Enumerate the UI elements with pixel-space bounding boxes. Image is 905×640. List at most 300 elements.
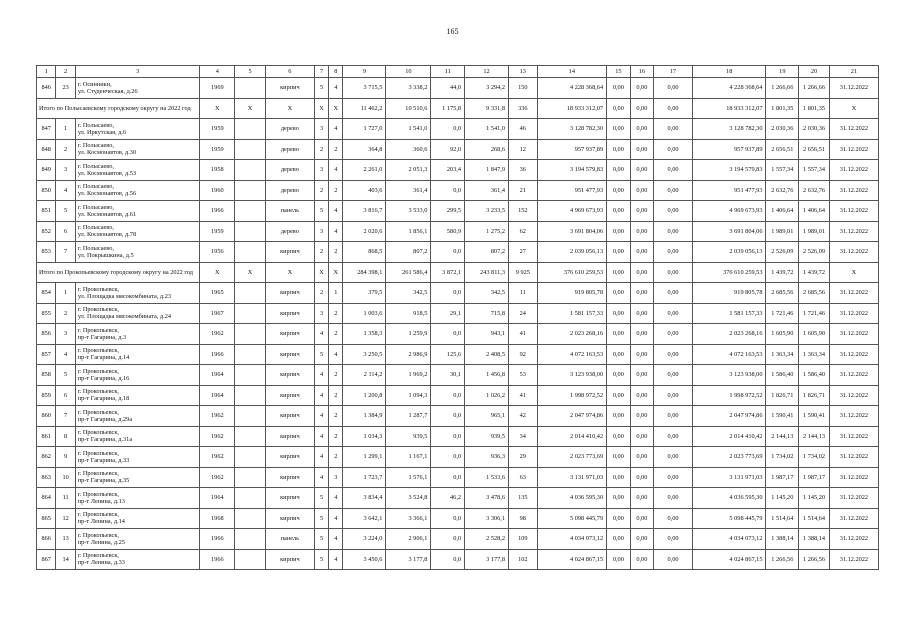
table-cell: 2 528,2	[465, 529, 509, 550]
column-number-cell: 2	[56, 66, 75, 78]
material-cell: кирпич	[265, 426, 314, 447]
table-cell: 3 131 971,03	[692, 467, 766, 488]
sub-number-cell: 6	[56, 221, 75, 242]
table-row	[37, 365, 879, 386]
table-cell: 0,0	[431, 549, 465, 570]
table-cell: 2 144,13	[799, 426, 830, 447]
table-cell: 0,00	[654, 324, 693, 345]
table-cell: 31.12.2022	[829, 303, 878, 324]
table-cell: 34	[509, 426, 538, 447]
table-cell: 4 072 163,53	[692, 344, 766, 365]
table-cell: 2 047 974,86	[537, 406, 606, 427]
table-cell: 0,00	[630, 160, 654, 181]
table-row	[37, 426, 879, 447]
table-cell: 1 721,46	[799, 303, 830, 324]
row-number-cell: 848	[37, 139, 56, 160]
table-cell: 3 128 782,30	[537, 119, 606, 140]
row-number-cell: 846	[37, 78, 56, 99]
row-number-cell: 858	[37, 365, 56, 386]
column-number-cell: 9	[343, 66, 386, 78]
table-cell: 0,00	[654, 98, 693, 119]
table-cell: 36	[509, 160, 538, 181]
address-street: пр-т Гагарина, д.35	[77, 477, 130, 485]
table-cell: 0,00	[607, 365, 631, 386]
table-cell: 30,1	[431, 365, 465, 386]
material-cell: кирпич	[265, 365, 314, 386]
table-cell: 1 266,56	[799, 549, 830, 570]
address-street: пр-т Гагарина, д.18	[77, 395, 130, 403]
table-cell: 0,00	[607, 508, 631, 529]
material-cell: кирпич	[265, 385, 314, 406]
year-cell: 1966	[200, 344, 235, 365]
table-cell: 361,4	[465, 180, 509, 201]
table-cell: 1 557,34	[799, 160, 830, 181]
row-number-cell: 856	[37, 324, 56, 345]
table-cell: 0,00	[630, 426, 654, 447]
address-cell	[75, 508, 200, 529]
table-cell: 1 586,40	[766, 365, 799, 386]
table-cell: 2 030,36	[766, 119, 799, 140]
address-cell	[75, 426, 200, 447]
table-cell	[235, 365, 266, 386]
table-cell: 4 036 595,30	[692, 488, 766, 509]
material-cell: кирпич	[265, 283, 314, 304]
table-cell: 102	[509, 549, 538, 570]
address-cell	[75, 78, 200, 99]
table-cell: 1 406,64	[799, 201, 830, 222]
table-cell	[235, 160, 266, 181]
table-cell: 31.12.2022	[829, 180, 878, 201]
table-cell: 3 128 782,30	[692, 119, 766, 140]
sub-number-cell: 6	[56, 385, 75, 406]
table-cell: 24	[509, 303, 538, 324]
table-cell: 0,00	[607, 385, 631, 406]
table-cell: 31.12.2022	[829, 119, 878, 140]
material-cell: кирпич	[265, 488, 314, 509]
table-cell: 0,00	[654, 447, 693, 468]
table-cell: 0,00	[654, 262, 693, 283]
table-cell: 0,00	[607, 201, 631, 222]
entrances-cell: 2	[329, 365, 343, 386]
address-street: пр-т Ленина, д.25	[77, 538, 125, 546]
table-row	[37, 344, 879, 365]
material-cell: кирпич	[265, 447, 314, 468]
table-cell: 203,4	[431, 160, 465, 181]
address-city: г. Полысаево,	[77, 121, 114, 129]
sub-number-cell: 14	[56, 549, 75, 570]
table-cell: 1 590,41	[766, 406, 799, 427]
table-cell: 1 388,14	[799, 529, 830, 550]
table-cell	[235, 426, 266, 447]
table-cell: 0,00	[630, 242, 654, 263]
table-cell	[235, 344, 266, 365]
table-cell: 1 734,02	[799, 447, 830, 468]
table-cell: 0,00	[607, 180, 631, 201]
table-row	[37, 201, 879, 222]
year-cell: 1962	[200, 324, 235, 345]
table-cell: 2 261,0	[343, 160, 386, 181]
table-body	[37, 66, 879, 570]
address-cell	[75, 180, 200, 201]
column-number-cell: 15	[607, 66, 631, 78]
year-cell: 1965	[200, 283, 235, 304]
table-cell: 0,00	[630, 529, 654, 550]
sub-number-cell: 1	[56, 119, 75, 140]
table-cell: 46	[509, 119, 538, 140]
table-cell: 2 023 773,69	[537, 447, 606, 468]
table-cell: 0,00	[654, 160, 693, 181]
sub-number-cell: 2	[56, 303, 75, 324]
table-cell: X	[200, 262, 235, 283]
table-row	[37, 242, 879, 263]
table-cell: 1 581 157,33	[537, 303, 606, 324]
table-cell: X	[314, 262, 328, 283]
address-city: г. Прокопьевск,	[77, 367, 119, 375]
table-cell: 31.12.2022	[829, 201, 878, 222]
table-cell	[235, 508, 266, 529]
address-street: пр-т Ленина, д.33	[77, 559, 125, 567]
table-cell: 0,0	[431, 508, 465, 529]
table-cell: 2 632,76	[766, 180, 799, 201]
table-cell: 1 723,7	[343, 467, 386, 488]
address-city: г. Прокопьевск,	[77, 285, 119, 293]
table-cell: 21	[509, 180, 538, 201]
table-cell: 0,00	[654, 221, 693, 242]
sub-number-cell: 7	[56, 242, 75, 263]
table-cell: 0,00	[630, 283, 654, 304]
year-cell: 1966	[200, 549, 235, 570]
table-cell: 31.12.2022	[829, 324, 878, 345]
table-cell	[235, 385, 266, 406]
year-cell: 1964	[200, 385, 235, 406]
row-number-cell: 857	[37, 344, 56, 365]
sub-number-cell: 4	[56, 180, 75, 201]
table-cell: 336	[509, 98, 538, 119]
table-cell: 12	[509, 139, 538, 160]
address-city: г. Осинники,	[77, 80, 112, 88]
housing-register-table	[36, 65, 879, 570]
table-cell: 135	[509, 488, 538, 509]
table-cell: 1 266,56	[766, 549, 799, 570]
address-city: г. Прокопьевск,	[77, 347, 119, 355]
table-cell: 0,00	[607, 324, 631, 345]
table-cell: 0,00	[607, 467, 631, 488]
table-row	[37, 221, 879, 242]
material-cell: кирпич	[265, 303, 314, 324]
material-cell: панель	[265, 529, 314, 550]
table-cell: 0,00	[654, 467, 693, 488]
table-cell: 1 826,71	[799, 385, 830, 406]
table-cell: 1 826,71	[766, 385, 799, 406]
year-cell: 1966	[200, 529, 235, 550]
table-cell: 0,00	[654, 508, 693, 529]
sub-number-cell: 1	[56, 283, 75, 304]
table-cell: 0,00	[630, 201, 654, 222]
entrances-cell: 2	[329, 324, 343, 345]
table-cell: 0,0	[431, 180, 465, 201]
table-cell: 0,00	[654, 488, 693, 509]
table-cell: 31.12.2022	[829, 529, 878, 550]
table-cell: X	[200, 98, 235, 119]
table-cell: 18 933 312,07	[692, 98, 766, 119]
table-cell: 2 656,51	[766, 139, 799, 160]
table-cell: X	[265, 262, 314, 283]
table-cell: 0,00	[654, 529, 693, 550]
year-cell: 1959	[200, 119, 235, 140]
table-cell: 44,0	[431, 78, 465, 99]
table-cell: 2 685,56	[766, 283, 799, 304]
address-city: г. Полысаево,	[77, 162, 114, 170]
row-number-cell: 865	[37, 508, 56, 529]
row-number-cell: 862	[37, 447, 56, 468]
table-cell: 2 020,6	[343, 221, 386, 242]
table-cell: 31.12.2022	[829, 344, 878, 365]
material-cell: кирпич	[265, 344, 314, 365]
table-cell: 2 986,9	[386, 344, 431, 365]
table-cell: 0,00	[630, 447, 654, 468]
table-cell: 2 144,13	[766, 426, 799, 447]
address-city: г. Прокопьевск,	[77, 388, 119, 396]
table-cell: 0,0	[431, 406, 465, 427]
table-cell: 5 098 445,79	[692, 508, 766, 529]
table-cell: 1 590,41	[799, 406, 830, 427]
sub-number-cell: 11	[56, 488, 75, 509]
table-cell: 3 524,8	[386, 488, 431, 509]
table-cell: 31.12.2022	[829, 78, 878, 99]
address-city: г. Полысаево,	[77, 142, 114, 150]
material-cell: дерево	[265, 180, 314, 201]
sub-number-cell: 5	[56, 201, 75, 222]
table-cell	[235, 139, 266, 160]
sub-number-cell: 2	[56, 139, 75, 160]
table-cell: 284 398,1	[343, 262, 386, 283]
table-cell: 1 801,35	[799, 98, 830, 119]
table-cell: 29	[509, 447, 538, 468]
column-number-cell: 8	[329, 66, 343, 78]
address-cell	[75, 324, 200, 345]
table-row	[37, 78, 879, 99]
table-cell: X	[829, 98, 878, 119]
table-cell: 342,5	[465, 283, 509, 304]
table-cell: 1 856,1	[386, 221, 431, 242]
table-cell: 3 177,8	[465, 549, 509, 570]
table-cell: 0,00	[630, 385, 654, 406]
table-cell: 0,00	[607, 242, 631, 263]
year-cell: 1962	[200, 467, 235, 488]
material-cell: кирпич	[265, 467, 314, 488]
address-cell	[75, 344, 200, 365]
floors-cell: 5	[314, 201, 328, 222]
table-cell: 1 734,02	[766, 447, 799, 468]
column-number-cell: 19	[766, 66, 799, 78]
table-cell	[235, 549, 266, 570]
row-number-cell: 859	[37, 385, 56, 406]
row-number-cell: 863	[37, 467, 56, 488]
address-cell	[75, 139, 200, 160]
table-cell: 31.12.2022	[829, 242, 878, 263]
table-cell: 4 034 073,12	[692, 529, 766, 550]
table-cell: 4 036 595,30	[537, 488, 606, 509]
floors-cell: 5	[314, 549, 328, 570]
table-cell: 1 145,20	[799, 488, 830, 509]
table-cell: 1 557,34	[766, 160, 799, 181]
floors-cell: 5	[314, 508, 328, 529]
sub-number-cell: 9	[56, 447, 75, 468]
table-cell: 31.12.2022	[829, 385, 878, 406]
entrances-cell: 4	[329, 344, 343, 365]
table-cell: 1 275,2	[465, 221, 509, 242]
subtotal-label: Итого по Полысаевскому городскому округу на 2022 год	[37, 98, 200, 119]
table-cell: 2 014 410,42	[692, 426, 766, 447]
address-cell	[75, 488, 200, 509]
table-cell: 0,00	[607, 139, 631, 160]
table-cell: 0,00	[654, 385, 693, 406]
address-city: г. Прокопьевск,	[77, 408, 119, 416]
address-city: г. Прокопьевск,	[77, 449, 119, 457]
table-cell: 0,00	[654, 365, 693, 386]
material-cell: кирпич	[265, 508, 314, 529]
table-cell: 31.12.2022	[829, 221, 878, 242]
address-street: ул. Космонавтов, д.61	[77, 210, 137, 218]
year-cell: 1964	[200, 488, 235, 509]
table-cell: 1 384,9	[343, 406, 386, 427]
table-cell: 0,00	[630, 139, 654, 160]
floors-cell: 2	[314, 180, 328, 201]
table-cell: 0,00	[607, 488, 631, 509]
column-number-cell: 17	[654, 66, 693, 78]
entrances-cell: 2	[329, 426, 343, 447]
table-cell: 27	[509, 242, 538, 263]
table-cell: 1 541,0	[386, 119, 431, 140]
entrances-cell: 4	[329, 78, 343, 99]
table-cell: 0,00	[630, 324, 654, 345]
table-cell	[235, 78, 266, 99]
address-cell	[75, 406, 200, 427]
table-cell: 3 306,1	[465, 508, 509, 529]
address-street: ул. Иркутская, д.6	[77, 128, 127, 136]
entrances-cell: 2	[329, 242, 343, 263]
table-cell: 936,3	[465, 447, 509, 468]
table-cell: 268,6	[465, 139, 509, 160]
table-cell: 1 026,2	[465, 385, 509, 406]
subtotal-label: Итого по Прокопьевскому городскому округу на 2022 год	[37, 262, 200, 283]
address-cell	[75, 549, 200, 570]
table-cell: 0,0	[431, 119, 465, 140]
column-number-cell: 1	[37, 66, 56, 78]
table-cell: 2 906,1	[386, 529, 431, 550]
table-row	[37, 303, 879, 324]
year-cell: 1959	[200, 139, 235, 160]
table-cell: 0,0	[431, 324, 465, 345]
table-row	[37, 180, 879, 201]
floors-cell: 3	[314, 221, 328, 242]
address-city: г. Полысаево,	[77, 203, 114, 211]
table-cell: 1 998 972,52	[692, 385, 766, 406]
table-cell: 1 145,20	[766, 488, 799, 509]
address-cell	[75, 242, 200, 263]
year-cell: 1969	[200, 78, 235, 99]
column-number-cell: 11	[431, 66, 465, 78]
table-cell: 1 581 157,33	[692, 303, 766, 324]
year-cell: 1962	[200, 447, 235, 468]
table-cell: 1 167,1	[386, 447, 431, 468]
address-cell	[75, 303, 200, 324]
entrances-cell: 4	[329, 119, 343, 140]
material-cell: кирпич	[265, 324, 314, 345]
table-cell: 807,2	[465, 242, 509, 263]
sub-number-cell: 4	[56, 344, 75, 365]
table-cell: 2 039 056,13	[537, 242, 606, 263]
table-cell: 62	[509, 221, 538, 242]
address-cell	[75, 467, 200, 488]
entrances-cell: 2	[329, 180, 343, 201]
table-row	[37, 119, 879, 140]
table-cell: 1 259,9	[386, 324, 431, 345]
table-cell: 1 094,3	[386, 385, 431, 406]
table-cell: 376 610 259,53	[692, 262, 766, 283]
year-cell: 1958	[200, 160, 235, 181]
page-number: 165	[446, 27, 459, 36]
year-cell: 1964	[200, 365, 235, 386]
table-cell: 29,1	[431, 303, 465, 324]
floors-cell: 4	[314, 406, 328, 427]
address-cell	[75, 365, 200, 386]
table-cell: 152	[509, 201, 538, 222]
table-cell: 3 366,1	[386, 508, 431, 529]
table-cell	[235, 180, 266, 201]
table-cell: 0,00	[630, 406, 654, 427]
table-cell: 42	[509, 406, 538, 427]
row-number-cell: 853	[37, 242, 56, 263]
entrances-cell: 4	[329, 160, 343, 181]
table-cell: 4 072 163,53	[537, 344, 606, 365]
table-cell	[235, 406, 266, 427]
table-cell: 1 456,8	[465, 365, 509, 386]
table-cell: 2 047 974,86	[692, 406, 766, 427]
table-cell: 361,4	[386, 180, 431, 201]
table-cell: 92	[509, 344, 538, 365]
table-cell: 31.12.2022	[829, 549, 878, 570]
table-cell: 1 287,7	[386, 406, 431, 427]
column-number-row	[37, 66, 879, 78]
floors-cell: 4	[314, 467, 328, 488]
address-city: г. Прокопьевск,	[77, 490, 119, 498]
floors-cell: 3	[314, 119, 328, 140]
table-cell: 31.12.2022	[829, 447, 878, 468]
table-cell: 0,00	[630, 221, 654, 242]
table-cell: 0,00	[607, 160, 631, 181]
row-number-cell: 867	[37, 549, 56, 570]
table-cell: 4 024 867,15	[537, 549, 606, 570]
table-cell: 31.12.2022	[829, 426, 878, 447]
table-cell: 1 266,66	[766, 78, 799, 99]
entrances-cell: 2	[329, 303, 343, 324]
table-cell: 1 969,2	[386, 365, 431, 386]
address-cell	[75, 160, 200, 181]
table-cell: 0,00	[607, 303, 631, 324]
table-cell: 4 034 073,12	[537, 529, 606, 550]
table-cell: 1 576,1	[386, 467, 431, 488]
table-cell: 1 847,9	[465, 160, 509, 181]
table-cell: 0,00	[654, 426, 693, 447]
address-street: пр-т Гагарина, д.14	[77, 354, 130, 362]
table-cell	[235, 488, 266, 509]
table-cell: 3 642,1	[343, 508, 386, 529]
table-cell: 1 439,72	[766, 262, 799, 283]
table-cell: 46,2	[431, 488, 465, 509]
table-cell: 951 477,93	[692, 180, 766, 201]
address-city: г. Прокопьевск,	[77, 429, 119, 437]
